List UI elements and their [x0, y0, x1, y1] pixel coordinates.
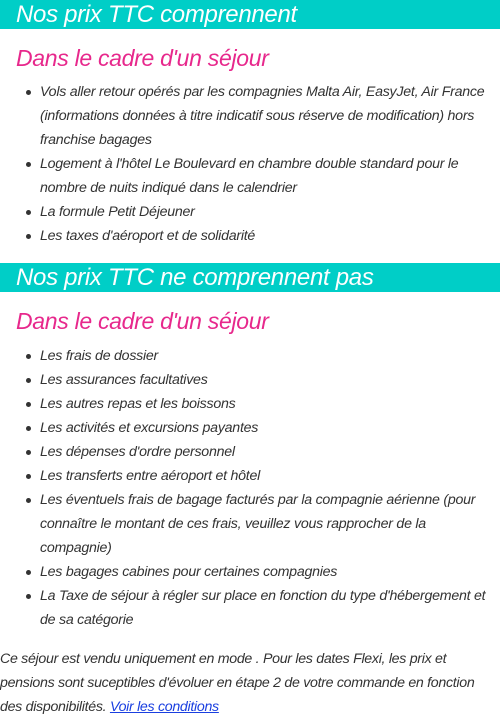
bullet-icon [26, 498, 31, 503]
conditions-link[interactable]: Voir les conditions [109, 699, 219, 715]
bullet-icon [26, 426, 31, 431]
bullet-icon [26, 474, 31, 479]
list-item: Les activités et excursions payantes [40, 416, 498, 440]
bullet-icon [26, 378, 31, 383]
included-section [0, 0, 500, 248]
list-item: Les bagages cabines pour certaines compagnies [40, 560, 498, 584]
included-banner: Nos prix TTC comprennent [0, 0, 500, 29]
list-item: Les frais de dossier [40, 344, 498, 368]
list-item: Vols aller retour opérés par les compagnies Malta Air, EasyJet, Air France (informations données à titre indicatif sous réserve de modification) hors franchise bagages [40, 80, 498, 152]
bullet-icon [26, 210, 31, 215]
bullet-icon [26, 450, 31, 455]
list-item: Logement à l'hôtel Le Boulevard en chambre double standard pour le nombre de nuits indiqué dans le calendrier [40, 152, 498, 200]
bullet-icon [26, 162, 31, 167]
bullet-icon [26, 594, 31, 599]
list-item: Les autres repas et les boissons [40, 392, 498, 416]
list-item: Les assurances facultatives [40, 368, 498, 392]
list-item: La formule Petit Déjeuner [40, 200, 498, 224]
included-subtitle: Dans le cadre d'un séjour [16, 45, 269, 71]
bullet-icon [26, 354, 31, 359]
flexi-notice [0, 647, 500, 718]
list-item: Les transferts entre aéroport et hôtel [40, 464, 498, 488]
excluded-list [0, 344, 500, 632]
list-item: Les éventuels frais de bagage facturés par la compagnie aérienne (pour connaître le montant de ces frais, veuillez vous rapprocher de la compagnie) [40, 488, 498, 560]
excluded-subtitle: Dans le cadre d'un séjour [16, 308, 269, 334]
excluded-banner: Nos prix TTC ne comprennent pas [0, 263, 500, 292]
excluded-section [0, 263, 500, 632]
flexi-notice-text: Ce séjour est vendu uniquement en mode . Pour les dates Flexi, les prix et pensions sont suceptibles d'évoluer en étape 2 de votre commande en fonction des disponibilités. [0, 651, 475, 715]
bullet-icon [26, 90, 31, 95]
list-item: Les dépenses d'ordre personnel [40, 440, 498, 464]
list-item: Les taxes d'aéroport et de solidarité [40, 224, 498, 248]
bullet-icon [26, 570, 31, 575]
bullet-icon [26, 234, 31, 239]
list-item: La Taxe de séjour à régler sur place en fonction du type d'hébergement et de sa catégorie [40, 584, 498, 632]
included-list [0, 80, 500, 248]
bullet-icon [26, 402, 31, 407]
